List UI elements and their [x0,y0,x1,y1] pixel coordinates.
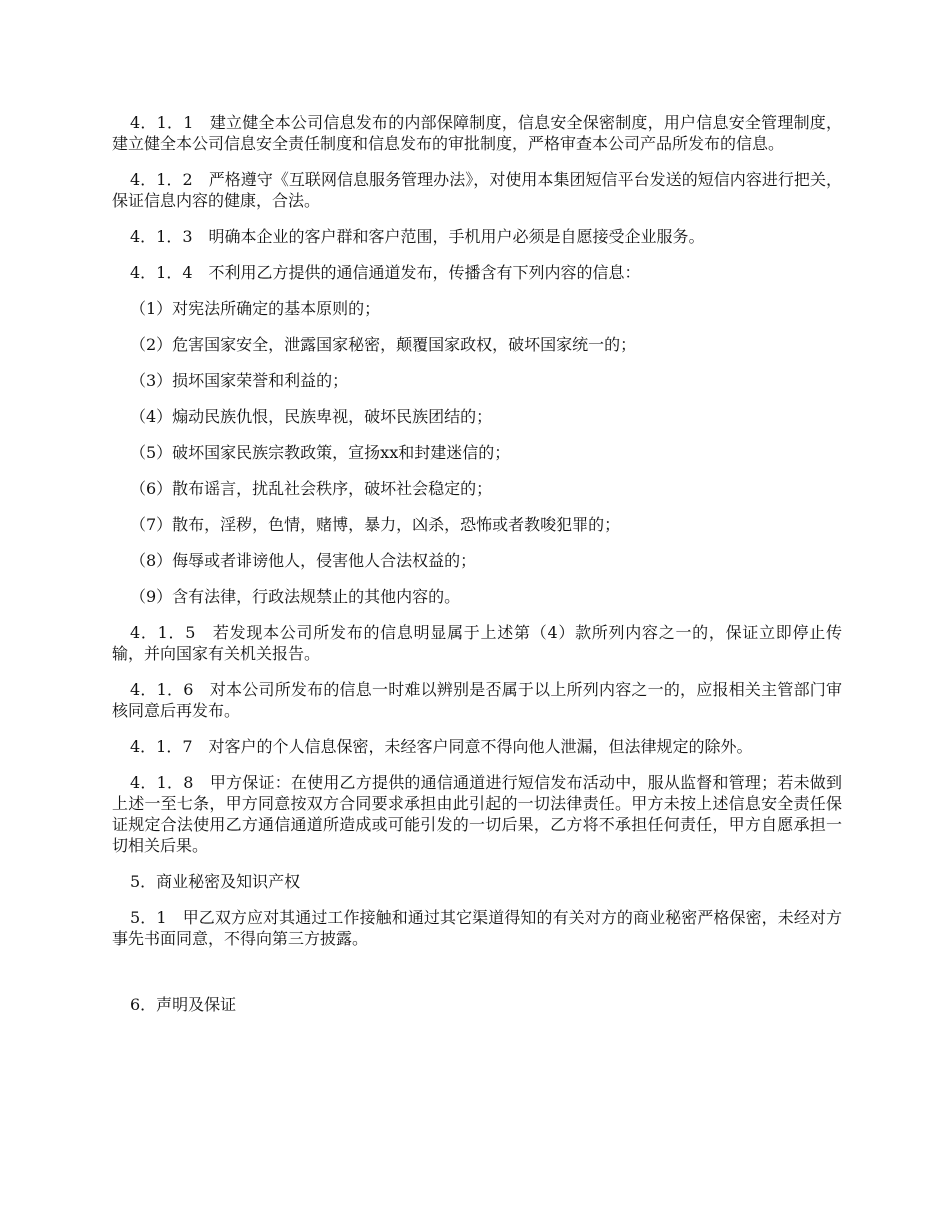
list-item-7: （7）散布，淫秽，色情，赌博，暴力，凶杀，恐怖或者教唆犯罪的； [130,515,621,534]
section-5-heading: 5．商业秘密及知识产权 [130,872,301,891]
clause-4-1-5: 4．1．5 若发现本公司所发布的信息明显属于上述第（4）款所列内容之一的，保证立即停止传输，并向国家有关机关报告。 [112,623,842,663]
document-page [112,112,842,1030]
prohibited-content-list [112,298,842,607]
list-item-3: （3）损坏国家荣誉和利益的； [130,371,349,390]
clause-4-1-1: 4．1．1 建立健全本公司信息发布的内部保障制度，信息安全保密制度，用户信息安全管理制度，建立健全本公司信息安全责任制度和信息发布的审批制度，严格审查本公司产品所发布的信息。 [112,113,842,153]
list-item-1: （1）对宪法所确定的基本原则的； [130,299,381,318]
section-6-heading: 6．声明及保证 [130,995,237,1014]
clause-4-1-2: 4．1．2 严格遵守《互联网信息服务管理办法》，对使用本集团短信平台发送的短信内容进行把关，保证信息内容的健康，合法。 [112,170,842,210]
list-item-2: （2）危害国家安全，泄露国家秘密，颠覆国家政权，破坏国家统一的； [130,335,637,354]
clause-4-1-8: 4．1．8 甲方保证：在使用乙方提供的通信通道进行短信发布活动中，服从监督和管理；若未做到上述一至七条，甲方同意按双方合同要求承担由此引起的一切法律责任。甲方未按上述信息安全责任保证规定合法使用乙方通信通道所造成或可能引发的一切后果，乙方将不承担任何责任，甲方自愿承担一切相关后果。 [112,773,842,855]
clause-4-1-6: 4．1．6 对本公司所发布的信息一时难以辨别是否属于以上所列内容之一的，应报相关主管部门审核同意后再发布。 [112,680,842,720]
list-item-4: （4）煽动民族仇恨，民族卑视，破坏民族团结的； [130,407,493,426]
list-item-9: （9）含有法律，行政法规禁止的其他内容的。 [130,587,461,606]
list-item-5: （5）破坏国家民族宗教政策，宣扬xx和封建迷信的； [130,443,511,462]
list-item-8: （8）侮辱或者诽谤他人，侵害他人合法权益的； [130,551,477,570]
blank-gap [112,964,842,994]
clause-4-1-3: 4．1．3 明确本企业的客户群和客户范围，手机用户必须是自愿接受企业服务。 [130,227,705,246]
clause-4-1-4: 4．1．4 不利用乙方提供的通信通道发布，传播含有下列内容的信息： [130,263,641,282]
list-item-6: （6）散布谣言，扰乱社会秩序，破坏社会稳定的； [130,479,493,498]
clause-5-1: 5．1 甲乙双方应对其通过工作接触和通过其它渠道得知的有关对方的商业秘密严格保密，未经对方事先书面同意，不得向第三方披露。 [112,908,842,948]
clause-4-1-7: 4．1．7 对客户的个人信息保密，未经客户同意不得向他人泄漏，但法律规定的除外。 [130,737,753,756]
